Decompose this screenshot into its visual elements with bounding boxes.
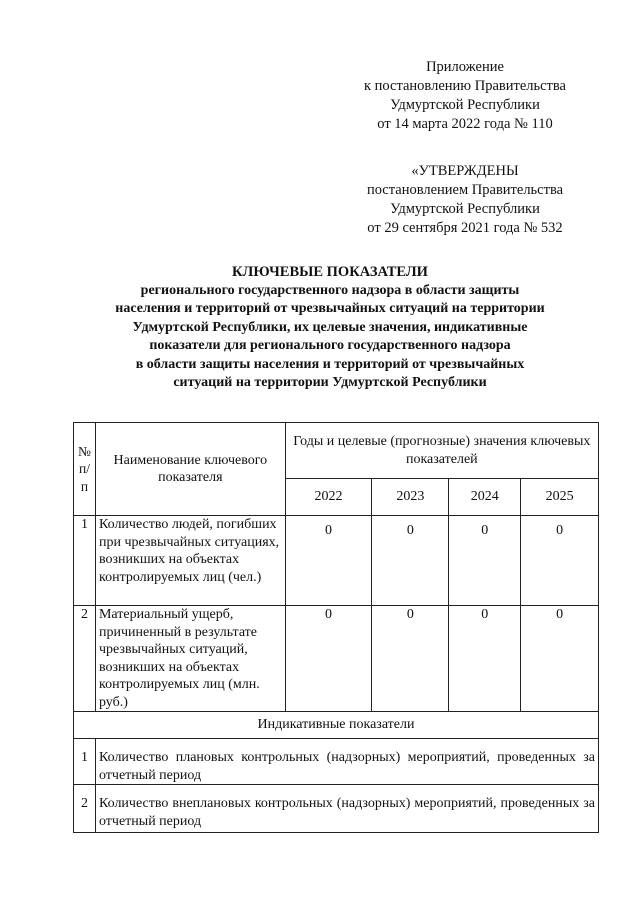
indicative-title: Индикативные показатели [74, 712, 599, 739]
row-value: 0 [372, 516, 449, 606]
heading-line: Удмуртской Республики, их целевые значения, индикативные [132, 319, 528, 335]
table-row [74, 606, 599, 712]
approved-line: постановлением Правительства [366, 182, 564, 198]
header-years: Годы и целевые (прогнозные) значения ключевых показателей [285, 423, 598, 479]
year-header: 2023 [372, 479, 449, 516]
row-value: 0 [285, 606, 372, 712]
heading-line: ситуаций на территории Удмуртской Республики [173, 375, 487, 390]
row-name: Материальный ущерб, причиненный в результате чрезвычайных ситуаций, возникших на объектах контролируемых лиц (млн. руб.) [95, 606, 285, 712]
indicative-num: 1 [74, 739, 96, 785]
heading-line: регионального государственного надзора в области защиты [140, 282, 520, 298]
year-header: 2025 [521, 479, 599, 516]
appendix-block [300, 58, 630, 134]
indicative-text: Количество внеплановых контрольных (надзорных) мероприятий, проведенных за отчетный период [95, 785, 598, 833]
indicative-row [74, 739, 599, 785]
year-header: 2024 [449, 479, 521, 516]
appendix-line: к постановлению Правительства [364, 78, 566, 94]
row-name: Количество людей, погибших при чрезвычайных ситуациях, возникших на объектах контролируемых лиц (чел.) [95, 516, 285, 606]
row-value: 0 [285, 516, 372, 606]
approved-block [300, 162, 630, 238]
row-num: 2 [74, 606, 96, 712]
indicative-text: Количество плановых контрольных (надзорных) мероприятий, проведенных за отчетный период [95, 739, 598, 785]
heading-line: населения и территорий от чрезвычайных ситуаций на территории [115, 301, 545, 316]
document-heading [60, 263, 600, 393]
approved-line: «УТВЕРЖДЕНЫ [411, 163, 519, 179]
approved-line: от 29 сентября 2021 года № 532 [367, 220, 563, 236]
heading-line: показатели для регионального государственного надзора [149, 338, 511, 353]
appendix-line: Удмуртской Республики [390, 97, 540, 113]
header-num: № п/п [74, 423, 96, 516]
approved-line: Удмуртской Республики [390, 201, 540, 217]
header-name: Наименование ключевого показателя [95, 423, 285, 516]
indicative-num: 2 [74, 785, 96, 833]
heading-line: в области защиты населения и территорий от чрезвычайных [135, 356, 525, 372]
row-value: 0 [521, 606, 599, 712]
row-value: 0 [372, 606, 449, 712]
row-value: 0 [449, 516, 521, 606]
year-header: 2022 [285, 479, 372, 516]
appendix-line: от 14 марта 2022 года № 110 [377, 116, 553, 132]
appendix-line: Приложение [426, 59, 504, 75]
document-title: КЛЮЧЕВЫЕ ПОКАЗАТЕЛИ [232, 264, 428, 280]
row-value: 0 [449, 606, 521, 712]
indicative-row [74, 785, 599, 833]
indicative-header-row [74, 712, 599, 739]
row-value: 0 [521, 516, 599, 606]
row-num: 1 [74, 516, 96, 606]
key-indicators-table [73, 422, 599, 833]
table-header-row [74, 423, 599, 479]
table-row [74, 516, 599, 606]
